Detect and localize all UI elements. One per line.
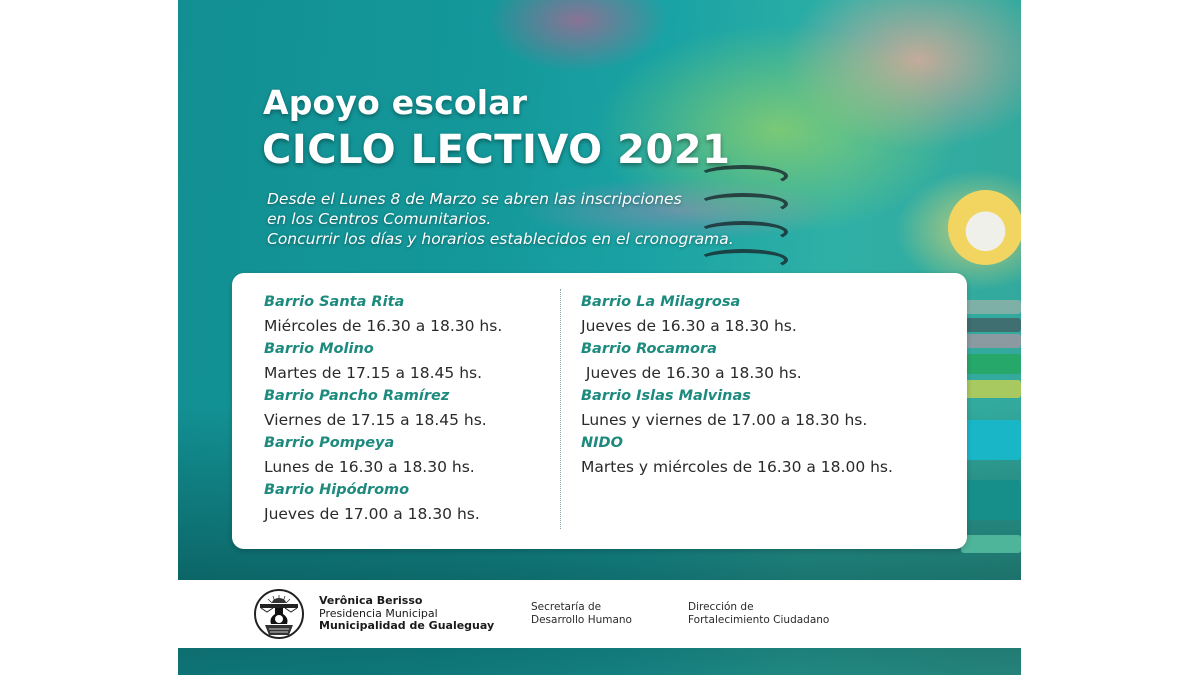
barrio-name: Barrio Islas Malvinas [581,388,751,404]
title-ciclo-lectivo: CICLO LECTIVO 2021 [262,127,731,173]
barrio-schedule: Lunes y viernes de 17.00 a 18.30 hs. [581,410,868,429]
barrio-name: Barrio Hipódromo [264,482,410,498]
schedule-card [232,273,967,549]
schedule-entry [264,432,502,479]
intro-text [267,189,887,249]
decor-pencils [961,290,1021,580]
barrio-schedule: Martes y miércoles de 16.30 a 18.00 hs. [581,457,893,476]
footer-direccion-block [688,601,829,627]
footer-president-block [319,595,494,633]
municipality-name: Municipalidad de Gualeguay [319,619,495,632]
schedule-entry [264,385,502,432]
barrio-schedule: Martes de 17.15 a 18.45 hs. [264,363,483,382]
barrio-schedule: Lunes de 16.30 a 18.30 hs. [264,457,475,476]
schedule-column-left [264,291,502,526]
intro-line: Desde el Lunes 8 de Marzo se abren las inscripciones [267,190,682,208]
footer-secretaria-block [531,601,632,627]
poster [178,0,1021,675]
decor-tape-roll [948,190,1021,265]
municipal-crest-icon [253,588,305,640]
schedule-column-right [581,291,893,479]
barrio-name: Barrio Pancho Ramírez [264,388,450,404]
schedule-entry [264,479,502,526]
schedule-entry [264,291,502,338]
schedule-entry [581,385,893,432]
barrio-name: NIDO [581,435,623,451]
intro-line: en los Centros Comunitarios. [267,210,492,228]
secretaria-line: Secretaría de [531,601,602,613]
title-apoyo-escolar: Apoyo escolar [263,83,528,122]
barrio-schedule: Viernes de 17.15 a 18.45 hs. [264,410,487,429]
direccion-line: Fortalecimiento Ciudadano [688,614,830,626]
president-name: Verônica Berisso [319,594,423,607]
footer-band [178,580,1021,648]
barrio-schedule: Miércoles de 16.30 a 18.30 hs. [264,316,503,335]
direccion-line: Dirección de [688,601,754,613]
secretaria-line: Desarrollo Humano [531,614,632,626]
schedule-entry [581,432,893,479]
schedule-entry [581,291,893,338]
barrio-schedule: Jueves de 16.30 a 18.30 hs. [581,316,797,335]
intro-line: Concurrir los días y horarios establecidos en el cronograma. [267,230,734,248]
schedule-entry [264,338,502,385]
column-divider [560,289,561,529]
barrio-schedule: Jueves de 16.30 a 18.30 hs. [581,363,802,382]
barrio-name: Barrio La Milagrosa [581,294,741,310]
president-role: Presidencia Municipal [319,606,438,620]
schedule-entry [581,338,893,385]
barrio-name: Barrio Molino [264,341,374,357]
barrio-name: Barrio Pompeya [264,435,395,451]
barrio-name: Barrio Santa Rita [264,294,405,310]
barrio-name: Barrio Rocamora [581,341,717,357]
barrio-schedule: Jueves de 17.00 a 18.30 hs. [264,504,480,523]
